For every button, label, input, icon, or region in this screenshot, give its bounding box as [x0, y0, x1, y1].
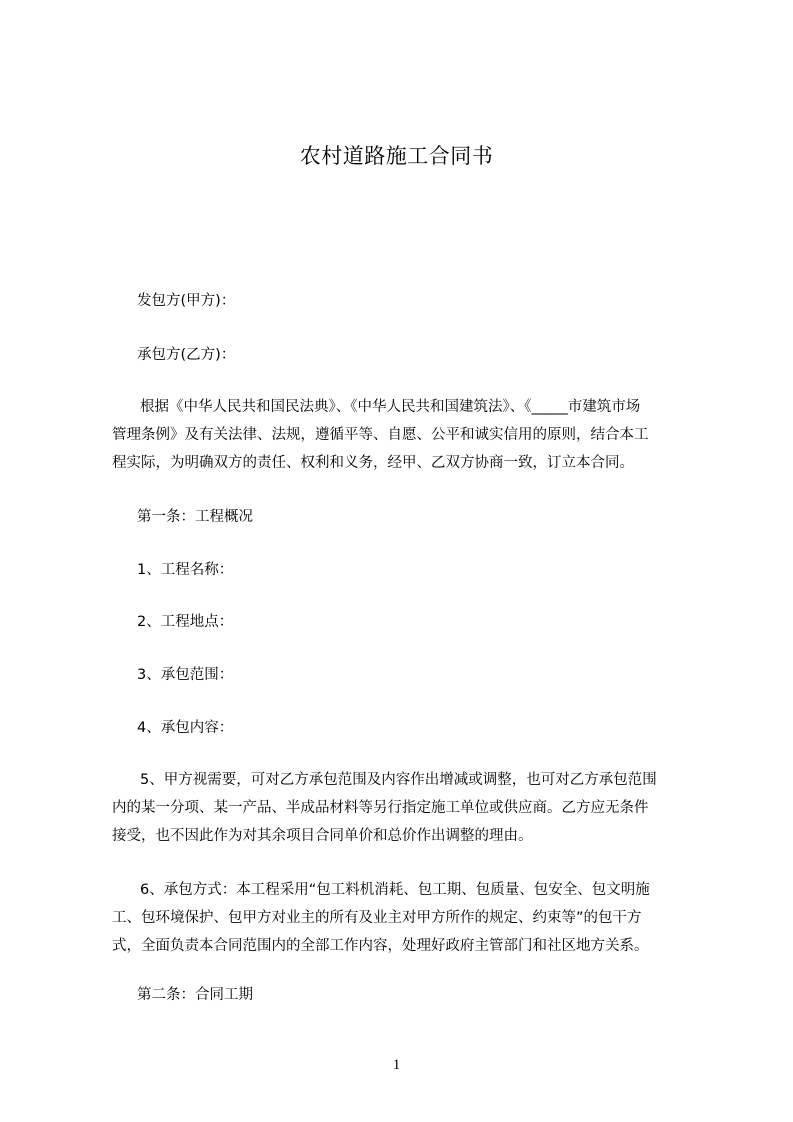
item-5-line: 5、甲方视需要，可对乙方承包范围及内容作出增减或调整，也可对乙方承包范围 — [140, 772, 657, 788]
page-number: 1 — [392, 1057, 401, 1073]
party-a-line: 发包方(甲方)： — [137, 293, 236, 309]
item-6-line: 工、包环境保护、包甲方对业主的所有及业主对甲方所作的规定、约束等”的包干方 — [112, 910, 642, 926]
preamble-line: 根据《中华人民共和国民法典》、《中华人民共和国建筑法》、《_____市建筑市场 — [140, 399, 641, 415]
preamble-line: 管理条例》及有关法律、法规，遵循平等、自愿、公平和诚实信用的原则，结合本工 — [112, 427, 649, 443]
party-b-line: 承包方(乙方)： — [137, 347, 236, 363]
item-contract-scope: 3、承包范围： — [137, 667, 234, 683]
item-project-location: 2、工程地点： — [137, 614, 234, 630]
item-5-line: 内的某一分项、某一产品、半成品材料等另行指定施工单位或供应商。乙方应无条件 — [112, 800, 649, 816]
item-contract-content: 4、承包内容： — [137, 720, 234, 736]
item-5-paragraph — [112, 766, 683, 850]
item-5-line: 接受，也不因此作为对其余项目合同单价和总价作出调整的理由。 — [112, 828, 533, 844]
preamble-line: 程实际，为明确双方的责任、权利和义务，经甲、乙双方协商一致，订立本合同。 — [112, 455, 634, 471]
item-6-line: 6、承包方式：本工程采用“包工料机消耗、包工期、包质量、包安全、包文明施 — [140, 882, 650, 898]
item-project-name: 1、工程名称： — [137, 562, 234, 578]
item-6-paragraph — [112, 876, 683, 960]
preamble-paragraph — [112, 393, 683, 477]
article-2-heading: 第二条：合同工期 — [137, 987, 253, 1003]
article-1-heading: 第一条：工程概况 — [137, 509, 253, 525]
document-title: 农村道路施工合同书 — [299, 144, 494, 168]
item-6-line: 式，全面负责本合同范围内的全部工作内容，处理好政府主管部门和社区地方关系。 — [112, 938, 649, 954]
